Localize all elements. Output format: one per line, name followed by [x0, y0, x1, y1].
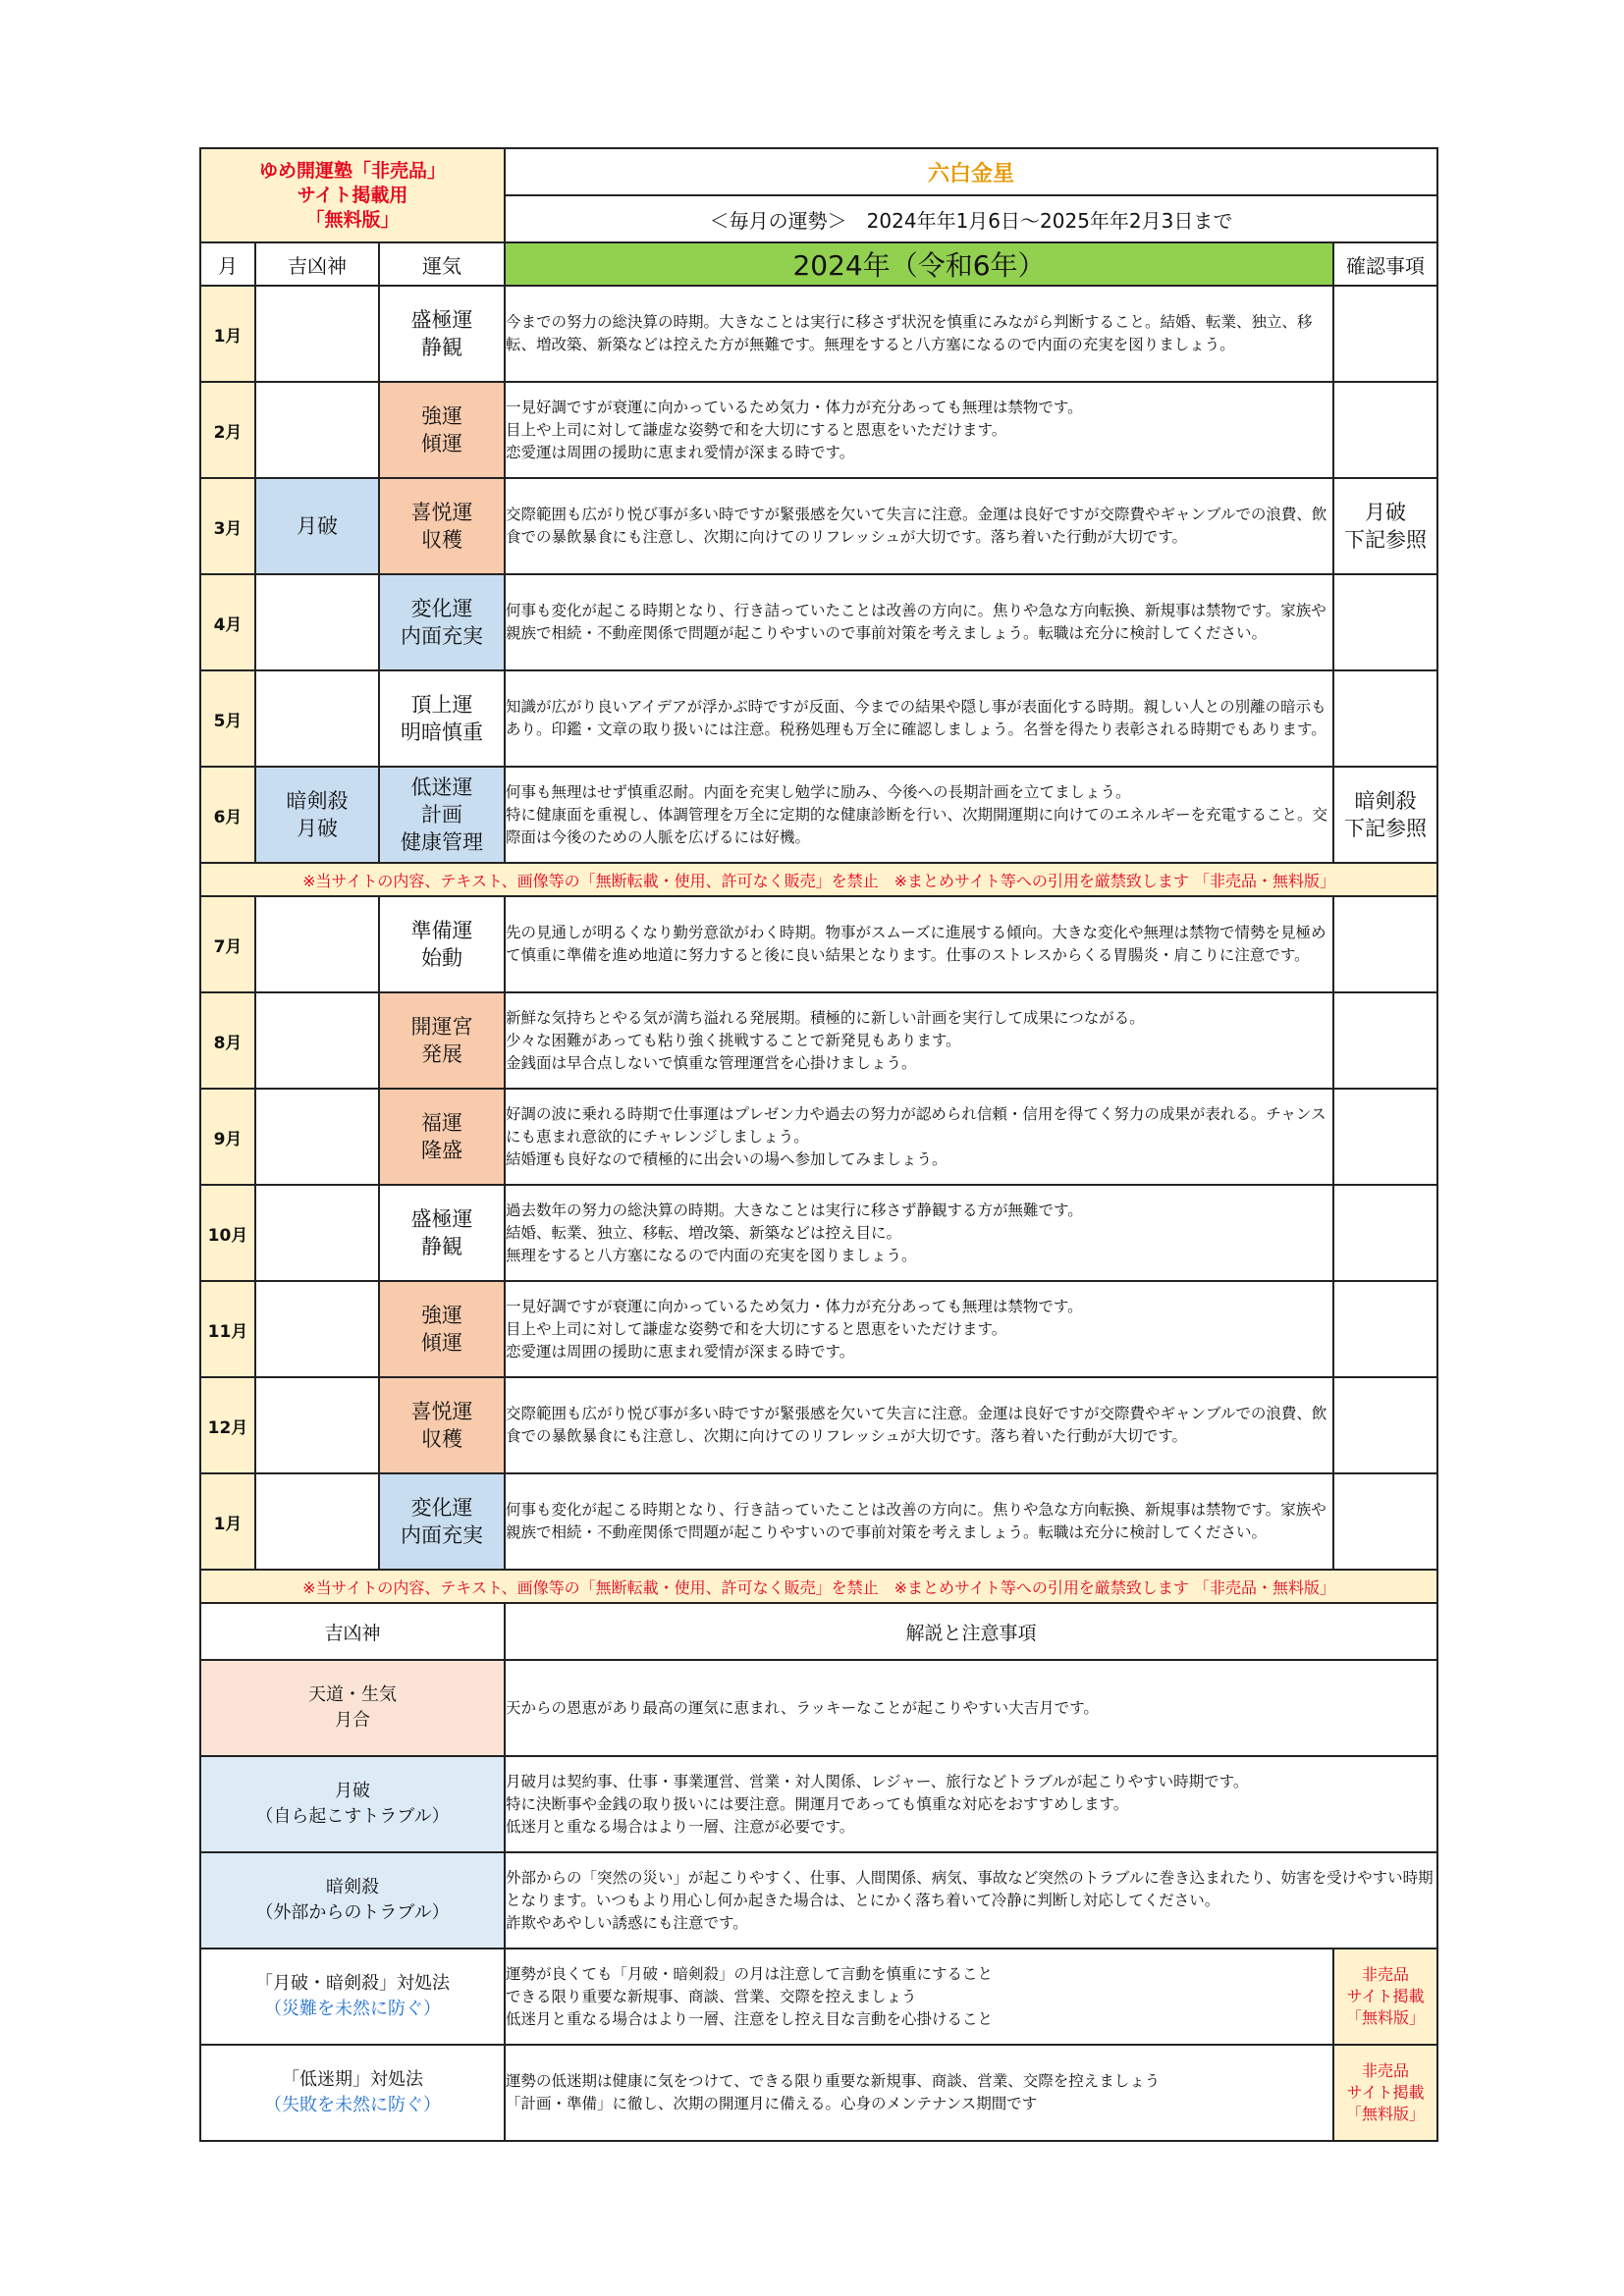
kikkyo-line: 暗剣殺 [286, 789, 349, 813]
month-row [200, 382, 1437, 478]
glossary-label [200, 1660, 505, 1756]
unki-line: 傾運 [421, 1331, 462, 1355]
confirm-cell [1333, 1377, 1437, 1473]
free-edition-badge [1333, 2045, 1437, 2141]
fortune-description: 何事も変化が起こる時期となり、行き詰っていたことは改善の方向に。焦りや急な方向転換、新規事は禁物です。家族や親族で相続・不動産関係で問題が起こりやすいので事前対策を考えましょう。転職は充分に検討してください。 [505, 1473, 1333, 1570]
kikkyo-cell [255, 992, 379, 1089]
notice-row [200, 1570, 1437, 1603]
period-text: ＜毎月の運勢＞ 2024年年1月6日～2025年年2月3日まで [505, 195, 1437, 242]
month-row [200, 286, 1437, 382]
glossary-label-line: （自ら起こすトラブル） [255, 1806, 450, 1827]
free-edition-line: 非売品 [1362, 2061, 1410, 2080]
free-edition-line: 「無料版」 [1346, 2105, 1426, 2123]
kikkyo-cell [255, 1185, 379, 1281]
glossary-label-line: 「月破・暗剣殺」対処法 [255, 1973, 450, 1994]
confirm-cell [1333, 1473, 1437, 1570]
unki-line: 静観 [421, 1235, 462, 1258]
kikkyo-line: 月破 [297, 817, 338, 840]
kikkyo-cell [255, 1089, 379, 1185]
glossary-label [200, 1949, 505, 2045]
unki-line: 収穫 [421, 1427, 462, 1451]
unki-line: 準備運 [410, 919, 473, 942]
unki-cell [379, 1473, 505, 1570]
star-title: 六白金星 [505, 148, 1437, 195]
confirm-cell [1333, 1185, 1437, 1281]
glossary-sublabel: （失敗を未然に防ぐ） [264, 2095, 441, 2115]
col-header-confirm: 確認事項 [1333, 242, 1437, 286]
glossary-header-row [200, 1603, 1437, 1660]
confirm-line: 下記参照 [1344, 528, 1428, 552]
glossary-label [200, 1756, 505, 1852]
month-row [200, 1089, 1437, 1185]
month-cell: 2月 [200, 382, 255, 478]
month-row [200, 1473, 1437, 1570]
free-edition-line: サイト掲載 [1346, 1987, 1425, 2005]
fortune-description: 好調の波に乗れる時期で仕事運はプレゼン力や過去の努力が認められ信頼・信用を得てく努力の成果が表れる。チャンスにも恵まれ意欲的にチャレンジしましょう。 結婚運も良好なので積極的に出会いの場へ参加してみましょう。 [505, 1089, 1333, 1185]
month-row [200, 1281, 1437, 1377]
glossary-description: 月破月は契約事、仕事・事業運営、営業・対人関係、レジャー、旅行などトラブルが起こりやすい時期です。 特に決断事や金銭の取り扱いには要注意。開運月であっても慎重な対応をおすすめします。 低迷月と重なる場合はより一層、注意が必要です。 [505, 1756, 1437, 1852]
kikkyo-cell [255, 286, 379, 382]
month-cell: 5月 [200, 670, 255, 767]
glossary-row [200, 2045, 1437, 2141]
month-cell: 1月 [200, 286, 255, 382]
free-edition-badge [1333, 1949, 1437, 2045]
fortune-description: 交際範囲も広がり悦び事が多い時ですが緊張感を欠いて失言に注意。金運は良好ですが交際費やギャンブルでの浪費、飲食での暴飲暴食にも注意し、次期に向けてのリフレッシュが大切です。落ち着いた行動が大切です。 [505, 478, 1333, 574]
month-row [200, 992, 1437, 1089]
copyright-notice: ※当サイトの内容、テキスト、画像等の「無断転載・使用、許可なく販売」を禁止 ※まとめサイト等への引用を厳禁致します 「非売品・無料版」 [200, 863, 1437, 896]
unki-cell [379, 382, 505, 478]
col-header-kikkyo: 吉凶神 [255, 242, 379, 286]
confirm-cell [1333, 1281, 1437, 1377]
unki-cell [379, 896, 505, 992]
unki-line: 低迷運 [410, 775, 473, 799]
fortune-description: 過去数年の努力の総決算の時期。大きなことは実行に移さず静観する方が無難です。 結婚、転業、独立、移転、増改築、新築などは控え目に。 無理をすると八方塞になるので内面の充実を図りましょう。 [505, 1185, 1333, 1281]
unki-cell [379, 767, 505, 863]
unki-line: 変化運 [410, 597, 473, 620]
unki-line: 強運 [421, 404, 462, 428]
kikkyo-cell [255, 574, 379, 670]
month-cell: 10月 [200, 1185, 255, 1281]
glossary-label-line: 暗剣殺 [326, 1877, 379, 1897]
free-edition-line: 「無料版」 [1346, 2008, 1426, 2027]
unki-line: 福運 [421, 1111, 462, 1135]
unki-line: 隆盛 [421, 1139, 462, 1162]
unki-cell [379, 1377, 505, 1473]
month-cell: 4月 [200, 574, 255, 670]
month-cell: 3月 [200, 478, 255, 574]
confirm-line: 下記参照 [1344, 817, 1428, 840]
fortune-description: 何事も変化が起こる時期となり、行き詰っていたことは改善の方向に。焦りや急な方向転換、新規事は禁物です。家族や親族で相続・不動産関係で問題が起こりやすいので事前対策を考えましょう。転職は充分に検討してください。 [505, 574, 1333, 670]
free-edition-line: サイト掲載用 [297, 184, 408, 206]
unki-line: 内面充実 [401, 624, 483, 648]
month-cell: 11月 [200, 1281, 255, 1377]
unki-line: 内面充実 [401, 1523, 483, 1547]
glossary-header-kikkyo: 吉凶神 [200, 1603, 505, 1660]
month-cell: 1月 [200, 1473, 255, 1570]
glossary-row [200, 1756, 1437, 1852]
unki-line: 傾運 [421, 432, 462, 455]
unki-line: 開運宮 [410, 1015, 473, 1039]
fortune-description: 一見好調ですが衰運に向かっているため気力・体力が充分あっても無理は禁物です。 目上や上司に対して謙虚な姿勢で和を大切にすると恩恵をいただけます。 恋愛運は周囲の援助に恵まれ愛情が深まる時です。 [505, 1281, 1333, 1377]
month-row [200, 670, 1437, 767]
glossary-label-line: 「低迷期」対処法 [282, 2069, 423, 2090]
fortune-description: 一見好調ですが衰運に向かっているため気力・体力が充分あっても無理は禁物です。 目上や上司に対して謙虚な姿勢で和を大切にすると恩恵をいただけます。 恋愛運は周囲の援助に恵まれ愛情が深まる時です。 [505, 382, 1333, 478]
confirm-cell [1333, 1089, 1437, 1185]
month-row [200, 478, 1437, 574]
kikkyo-cell [255, 896, 379, 992]
confirm-cell [1333, 286, 1437, 382]
month-row [200, 896, 1437, 992]
glossary-row [200, 1852, 1437, 1949]
glossary-description: 運勢の低迷期は健康に気をつけて、できる限り重要な新規事、商談、営業、交際を控えましょう 「計画・準備」に徹し、次期の開運月に備える。心身のメンテナンス期間です [505, 2045, 1333, 2141]
confirm-line: 月破 [1365, 501, 1407, 524]
kikkyo-cell [255, 670, 379, 767]
glossary-header-desc: 解説と注意事項 [505, 1603, 1437, 1660]
glossary-label-line: （外部からのトラブル） [255, 1902, 450, 1923]
confirm-cell [1333, 478, 1437, 574]
unki-cell [379, 1089, 505, 1185]
fortune-table [199, 147, 1438, 2142]
kikkyo-cell [255, 478, 379, 574]
unki-cell [379, 992, 505, 1089]
unki-cell [379, 1281, 505, 1377]
glossary-description: 外部からの「突然の災い」が起こりやすく、仕事、人間関係、病気、事故など突然のトラブルに巻き込まれたり、妨害を受けやすい時期となります。いつもより用心し何か起きた場合は、とにかく落ち着いて冷静に判断し対応してください。 詐欺やあやしい誘惑にも注意です。 [505, 1852, 1437, 1949]
free-edition-line: 「無料版」 [305, 208, 400, 231]
unki-line: 頂上運 [410, 693, 473, 717]
glossary-label-line: 月破 [335, 1781, 370, 1801]
fortune-description: 交際範囲も広がり悦び事が多い時ですが緊張感を欠いて失言に注意。金運は良好ですが交際費やギャンブルでの浪費、飲食での暴飲暴食にも注意し、次期に向けてのリフレッシュが大切です。落ち着いた行動が大切です。 [505, 1377, 1333, 1473]
fortune-description: 知識が広がり良いアイデアが浮かぶ時ですが反面、今までの結果や隠し事が表面化する時期。親しい人との別離の暗示もあり。印鑑・文章の取り扱いには注意。税務処理も万全に確認しましょう。名誉を得たり表彰される時期でもあります。 [505, 670, 1333, 767]
confirm-cell [1333, 896, 1437, 992]
month-row [200, 767, 1437, 863]
unki-line: 発展 [421, 1042, 462, 1066]
unki-cell [379, 1185, 505, 1281]
confirm-cell [1333, 767, 1437, 863]
kikkyo-cell [255, 1377, 379, 1473]
col-header-unki: 運気 [379, 242, 505, 286]
free-edition-label [200, 148, 505, 242]
unki-line: 喜悦運 [410, 501, 473, 524]
kikkyo-cell [255, 767, 379, 863]
month-row [200, 1377, 1437, 1473]
glossary-label-line: 月合 [335, 1710, 370, 1731]
unki-line: 静観 [421, 336, 462, 359]
month-cell: 9月 [200, 1089, 255, 1185]
glossary-description: 運勢が良くても「月破・暗剣殺」の月は注意して言動を慎重にすること できる限り重要な新規事、商談、営業、交際を控えましょう 低迷月と重なる場合はより一層、注意をし控え目な言動を心掛けること [505, 1949, 1333, 2045]
fortune-description: 先の見通しが明るくなり勤労意欲がわく時期。物事がスムーズに進展する傾向。大きな変化や無理は禁物で情勢を見極めて慎重に準備を進め地道に努力すると後に良い結果となります。仕事のストレスからくる胃腸炎・肩こりに注意です。 [505, 896, 1333, 992]
confirm-line: 暗剣殺 [1354, 789, 1417, 813]
col-header-month: 月 [200, 242, 255, 286]
unki-line: 計画 [421, 803, 462, 827]
unki-cell [379, 574, 505, 670]
fortune-description: 新鮮な気持ちとやる気が満ち溢れる発展期。積極的に新しい計画を実行して成果につながる。 少々な困難があっても粘り強く挑戦することで新発見もあります。 金銭面は早合点しないで慎重な管理運営を心掛けましょう。 [505, 992, 1333, 1089]
free-edition-line: サイト掲載 [1346, 2083, 1425, 2102]
kikkyo-cell [255, 1473, 379, 1570]
unki-line: 盛極運 [410, 308, 473, 332]
free-edition-line: ゆめ開運塾「非売品」 [259, 159, 447, 182]
month-row [200, 1185, 1437, 1281]
unki-line: 明暗慎重 [401, 721, 483, 744]
free-edition-line: 非売品 [1362, 1965, 1410, 1984]
month-cell: 12月 [200, 1377, 255, 1473]
unki-line: 始動 [421, 946, 462, 970]
unki-cell [379, 478, 505, 574]
confirm-cell [1333, 670, 1437, 767]
month-cell: 7月 [200, 896, 255, 992]
month-row [200, 574, 1437, 670]
unki-line: 健康管理 [401, 830, 483, 854]
copyright-notice: ※当サイトの内容、テキスト、画像等の「無断転載・使用、許可なく販売」を禁止 ※まとめサイト等への引用を厳禁致します 「非売品・無料版」 [200, 1570, 1437, 1603]
kikkyo-cell [255, 1281, 379, 1377]
month-cell: 6月 [200, 767, 255, 863]
unki-line: 収穫 [421, 528, 462, 552]
kikkyo-cell [255, 382, 379, 478]
month-cell: 8月 [200, 992, 255, 1089]
year-header: 2024年（令和6年） [505, 242, 1333, 286]
fortune-description: 今までの努力の総決算の時期。大きなことは実行に移さず状況を慎重にみながら判断すること。結婚、転業、独立、移転、増改築、新築などは控えた方が無難です。無理をすると八方塞になるので内面の充実を図りましょう。 [505, 286, 1333, 382]
unki-line: 盛極運 [410, 1207, 473, 1231]
glossary-sublabel: （災難を未然に防ぐ） [264, 1999, 441, 2019]
confirm-cell [1333, 382, 1437, 478]
glossary-label-line: 天道・生気 [308, 1684, 397, 1705]
fortune-description: 何事も無理はせず慎重忍耐。内面を充実し勉学に励み、今後への長期計画を立てましょう。 特に健康面を重視し、体調管理を万全に定期的な健康診断を行い、次期開運期に向けてのエネルギーを充電すること。交際面は今後のための人脈を広げるには好機。 [505, 767, 1333, 863]
unki-line: 喜悦運 [410, 1400, 473, 1423]
unki-cell [379, 670, 505, 767]
glossary-row [200, 1660, 1437, 1756]
unki-line: 強運 [421, 1304, 462, 1327]
kikkyo-line: 月破 [297, 514, 338, 538]
unki-cell [379, 286, 505, 382]
glossary-label [200, 2045, 505, 2141]
notice-row [200, 863, 1437, 896]
unki-line: 変化運 [410, 1496, 473, 1520]
glossary-label [200, 1852, 505, 1949]
confirm-cell [1333, 574, 1437, 670]
confirm-cell [1333, 992, 1437, 1089]
glossary-row [200, 1949, 1437, 2045]
glossary-description: 天からの恩恵があり最高の運気に恵まれ、ラッキーなことが起こりやすい大吉月です。 [505, 1660, 1437, 1756]
